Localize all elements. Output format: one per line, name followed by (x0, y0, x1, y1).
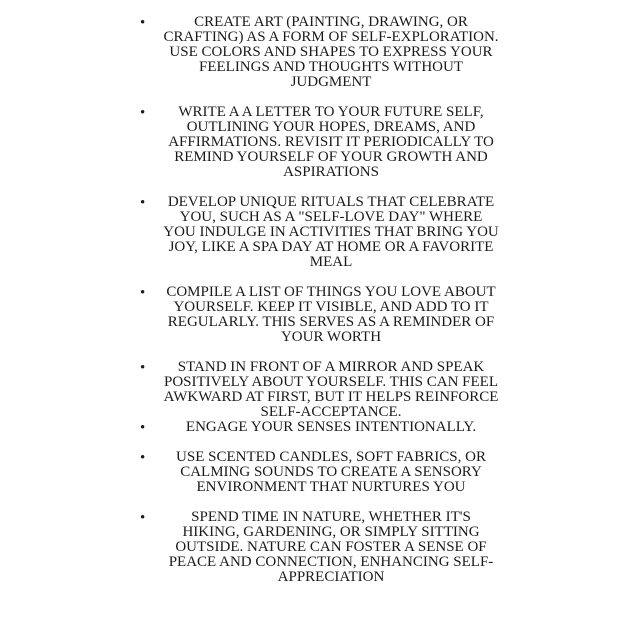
list-item (140, 420, 500, 435)
bullet-icon: • (140, 420, 146, 436)
list-item (140, 105, 500, 180)
self-love-tips-list (140, 15, 500, 600)
list-item-text: ENGAGE YOUR SENSES INTENTIONALLY. (185, 419, 477, 435)
list-item (140, 450, 500, 495)
list-item-text: STAND IN FRONT OF A MIRROR AND SPEAK POSITIVELY ABOUT YOURSELF. THIS CAN FEEL AWKWARD AT FIRST, BUT IT HELPS REINFORCE SELF-ACCEPTANCE. (163, 359, 499, 420)
bullet-icon: • (140, 195, 146, 211)
list-item-text: COMPILE A LIST OF THINGS YOU LOVE ABOUT YOURSELF. KEEP IT VISIBLE, AND ADD TO IT REGULARLY. THIS SERVES AS A REMINDER OF YOUR WORTH (166, 284, 496, 345)
list-item-text: SPEND TIME IN NATURE, WHETHER IT'S HIKING, GARDENING, OR SIMPLY SITTING OUTSIDE. NATURE CAN FOSTER A SENSE OF PEACE AND CONNECTION, ENHANCING SELF-APPRECIATION (168, 509, 494, 585)
list-item-text: DEVELOP UNIQUE RITUALS THAT CELEBRATE YOU, SUCH AS A "SELF-LOVE DAY" WHERE YOU INDULGE IN ACTIVITIES THAT BRING YOU JOY, LIKE A SPA DAY AT HOME OR A FAVORITE MEAL (163, 194, 499, 270)
list-item (140, 195, 500, 270)
list-item (140, 510, 500, 585)
list-item-text: USE SCENTED CANDLES, SOFT FABRICS, OR CALMING SOUNDS TO CREATE A SENSORY ENVIRONMENT THAT NURTURES YOU (176, 449, 486, 495)
bullet-icon: • (140, 450, 146, 466)
list-item (140, 285, 500, 345)
bullet-icon: • (140, 285, 146, 301)
list-item-text: CREATE ART (PAINTING, DRAWING, OR CRAFTING) AS A FORM OF SELF-EXPLORATION. USE COLORS AND SHAPES TO EXPRESS YOUR FEELINGS AND THOUGHTS WITHOUT JUDGMENT (163, 14, 499, 90)
list-item-text: WRITE A A LETTER TO YOUR FUTURE SELF, OUTLINING YOUR HOPES, DREAMS, AND AFFIRMATIONS. REVISIT IT PERIODICALLY TO REMIND YOURSELF OF YOUR GROWTH AND ASPIRATIONS (168, 104, 494, 180)
bullet-icon: • (140, 105, 146, 121)
list-item (140, 360, 500, 420)
bullet-icon: • (140, 15, 146, 31)
list-item (140, 15, 500, 90)
bullet-icon: • (140, 510, 146, 526)
bullet-icon: • (140, 360, 146, 376)
